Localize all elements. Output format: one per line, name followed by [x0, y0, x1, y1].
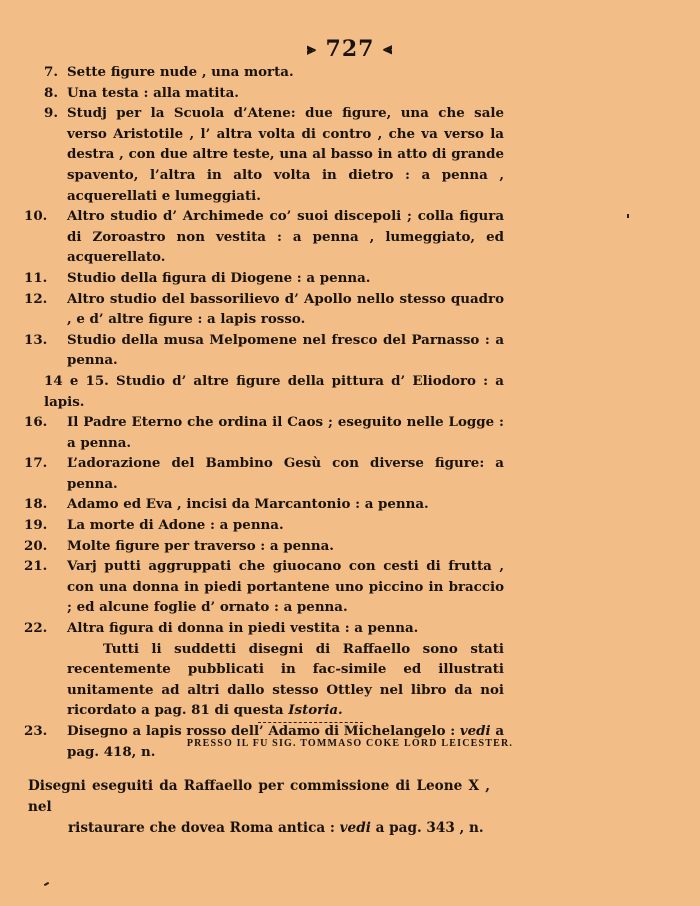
entry-text: Il Padre Eterno che ordina il Caos ; eseguito nelle Logge : a penna. [67, 414, 504, 451]
left-ornament: ⫸ [306, 39, 317, 58]
entry-text: Molte figure per traverso : a penna. [67, 537, 334, 554]
entry-text: Studio della musa Melpomene nel fresco del Parnasso : a penna. [67, 331, 504, 369]
bottom-line-2-post: a pag. 343 , n. [370, 820, 484, 836]
note-text: Tutti li suddetti disegni di Raffaello sono stati recentemente pubblicati in fac-simile ed illustrati unitamente ad altri dallo stesso Ottley nel libro da noi ricordato a pag. 81 di questa [67, 640, 504, 719]
page-header [0, 36, 700, 62]
entry-number: 10. [24, 208, 48, 225]
print-speck [627, 214, 629, 218]
print-speck [44, 882, 49, 886]
entry-text: L’adorazione del Bambino Gesù con diverse figure: a penna. [67, 455, 504, 492]
entry-italic: vedi [459, 723, 491, 739]
catalog-entry [24, 536, 504, 557]
entry-number: 11. [24, 269, 48, 286]
bottom-line-2-italic: vedi [339, 820, 371, 836]
entry-text: Varj putti aggruppati che giuocano con cesti di frutta , con una donna in piedi portantene uno piccino in braccio ; ed alcune foglie d’ ornato : a penna. [67, 558, 504, 616]
entry-number: 21. [24, 558, 48, 575]
entry-number: 13. [24, 331, 48, 348]
page-number: 727 [325, 36, 375, 62]
catalog-entry [44, 103, 504, 206]
catalog-entry [44, 83, 504, 104]
entry-number: 20. [24, 537, 48, 554]
note-italic: Istoria. [288, 702, 343, 719]
catalog-entry [24, 206, 504, 268]
bottom-paragraph [28, 776, 490, 839]
entry-number: 22. [24, 620, 48, 637]
entry-number: 14 e 15. [44, 372, 109, 389]
entry-number: 9. [44, 105, 58, 122]
catalog-entry [24, 515, 504, 536]
entry-text: Disegno a lapis rosso dell’ Adamo di Michelangelo : [67, 723, 460, 739]
entry-number: 23. [24, 723, 48, 739]
catalog-entry [24, 556, 504, 618]
entry-number: 16. [24, 414, 48, 431]
catalog-entry [24, 330, 504, 371]
entry-text: Altro studio del bassorilievo d’ Apollo nello stesso quadro , e d’ altre figure : a lapis rosso. [67, 290, 504, 328]
entry-text: Studio d’ altre figure della pittura d’ Eliodoro : a lapis. [44, 372, 504, 410]
publication-note [44, 639, 504, 721]
entry-text: Studj per la Scuola d’Atene: due figure, una che sale verso Aristotile , l’ altra volta di contro , che va verso la destra , con due altre teste, una al basso in atto di grande spavento, l’altra in alto volta in dietro : a penna , acquerellati e lumeggiati. [67, 105, 504, 204]
right-ornament: ⫷ [383, 39, 394, 58]
entry-number: 8. [44, 84, 58, 101]
catalog-entries [24, 62, 504, 762]
entry-text: Altra figura di donna in piedi vestita : a penna. [67, 620, 419, 637]
entry-text: Altro studio d’ Archimede co’ suoi discepoli ; colla figura di Zoroastro non vestita : a penna , lumeggiato, ed acquerellato. [67, 208, 504, 266]
bottom-line-2-pre: ristaurare che dovea Roma antica : [68, 820, 340, 836]
entry-text: Sette figure nude , una morta. [67, 64, 294, 80]
bottom-line-1: Disegni eseguiti da Raffaello per commissione di Leone X , nel [28, 778, 490, 815]
entry-number: 18. [24, 496, 48, 513]
entry-number: 19. [24, 517, 48, 534]
divider-rule [258, 722, 363, 723]
entry-text: Adamo ed Eva , incisi da Marcantonio : a penna. [67, 496, 429, 513]
entry-text: La morte di Adone : a penna. [67, 517, 284, 534]
entry-number: 17. [24, 455, 48, 472]
entry-text: Studio della figura di Diogene : a penna. [67, 269, 371, 286]
entry-number: 12. [24, 290, 48, 307]
catalog-entry [24, 494, 504, 515]
catalog-entry [44, 62, 504, 83]
catalog-entry [24, 618, 504, 639]
bottom-line-2 [28, 818, 490, 839]
catalog-entry [24, 453, 504, 494]
catalog-entry [24, 268, 504, 289]
catalog-entry [24, 412, 504, 453]
entry-number: 7. [44, 64, 58, 80]
section-heading: PRESSO IL FU SIG. TOMMASO COKE LORD LEICESTER. [186, 738, 514, 749]
catalog-entry [24, 289, 504, 330]
catalog-entry [44, 371, 504, 412]
entry-text-after: a pag. 418, n. [67, 723, 504, 760]
entry-text: Una testa : alla matita. [67, 84, 239, 101]
